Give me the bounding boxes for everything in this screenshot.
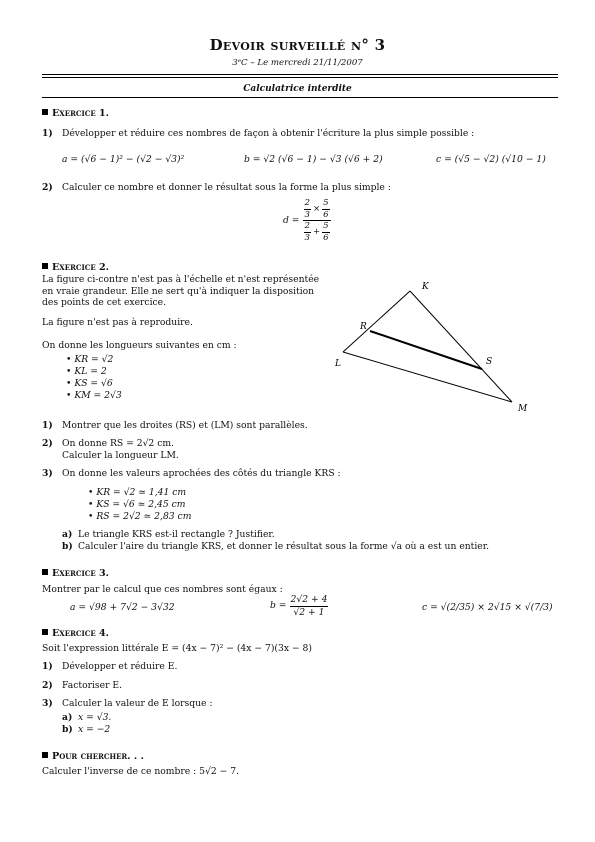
square-bullet-icon: [42, 752, 48, 758]
page-title: Devoir surveillé n° 3: [209, 36, 386, 54]
ex2-length-item: • KR = √2: [66, 354, 114, 365]
ex4-intro: Soit l'expression littérale E = (4x − 7)² − (4x − 7)(3x − 8): [42, 643, 312, 654]
ex2-qa-text: Le triangle KRS est-il rectangle ? Justifier.: [78, 529, 275, 540]
ex2-approx-item: • KR = √2 ≃ 1,41 cm: [88, 487, 187, 498]
ex2-approx-item: • RS = 2√2 ≃ 2,83 cm: [88, 511, 192, 522]
ex2-q3-text: On donne les valeurs aprochées des côtés du triangle KRS :: [62, 468, 341, 479]
triangle-figure: [330, 276, 540, 416]
ex2-q2-text-2: Calculer la longueur LM.: [62, 450, 179, 461]
ex2-length-item: • KM = 2√3: [66, 390, 122, 401]
ex1-expression-d: d = $\frac{2}{3}$ × $\frac{5}{6}$ $\frac{2}{3}$ + $\frac{5}{6}$: [283, 198, 329, 244]
ex4-qa-text: x = √3.: [78, 712, 112, 723]
ex4-qb-label: b): [62, 724, 73, 735]
ex2-q2-text: On donne RS = 2√2 cm.: [62, 438, 174, 449]
ex4-q2-text: Factoriser E.: [62, 680, 123, 691]
ex1-expression-b: b = √2 (√6 − 1) − √3 (√6 + 2): [244, 154, 383, 165]
square-bullet-icon: [42, 629, 48, 635]
ex2-length-item: • KL = 2: [66, 366, 107, 377]
ex1-expression-a: a = (√6 − 1)² − (√2 − √3)²: [62, 154, 185, 165]
point-l-label: L: [335, 359, 341, 369]
ex1-q2-text: Calculer ce nombre et donner le résultat sous la forme la plus simple :: [62, 182, 391, 193]
search-section-heading: Pour chercher. . .: [42, 751, 144, 763]
ex2-qb-label: b): [62, 541, 73, 552]
square-bullet-icon: [42, 569, 48, 575]
point-r-label: R: [360, 322, 367, 332]
ex4-q2-number: 2): [42, 680, 53, 691]
ex4-q3-text: Calculer la valeur de E lorsque :: [62, 698, 213, 709]
ex4-qa-label: a): [62, 712, 73, 723]
exercise-4-heading: Exercice 4.: [42, 628, 109, 640]
point-s-label: S: [486, 357, 493, 367]
page-subtitle: 3ᵉC – Le mercredi 21/11/2007: [232, 58, 363, 68]
exercise-1-heading: Exercice 1.: [42, 108, 109, 120]
ex1-q2-number: 2): [42, 182, 53, 193]
point-m-label: M: [518, 404, 528, 414]
square-bullet-icon: [42, 263, 48, 269]
ex3-expression-b: b = $\frac{2√2 + 4}{√2 + 1}$: [270, 594, 328, 618]
ex3-intro: Montrer par le calcul que ces nombres sont égaux :: [42, 584, 283, 595]
square-bullet-icon: [42, 109, 48, 115]
exercise-2-heading: Exercice 2.: [42, 262, 109, 274]
ex2-intro: La figure ci-contre n'est pas à l'échelle et n'est représentée en vraie grandeur. Elle ne sert qu'à indiquer la disposition des points de cet exercice.: [42, 274, 320, 308]
header-rule-top: [42, 74, 558, 75]
ex3-expression-a: a = √98 + 7√2 − 3√32: [70, 602, 175, 613]
header-rule-bottom: [42, 77, 558, 78]
ex4-q3-number: 3): [42, 698, 53, 709]
exercise-3-heading: Exercice 3.: [42, 568, 109, 580]
search-section-text: Calculer l'inverse de ce nombre : 5√2 − 7.: [42, 766, 240, 777]
ex2-q3-number: 3): [42, 468, 53, 479]
ex2-length-item: • KS = √6: [66, 378, 113, 389]
ex3-expression-c: c = √(2/35) × 2√15 × √(7/3): [422, 602, 553, 613]
ex4-q1-text: Développer et réduire E.: [62, 661, 178, 672]
ex2-qa-label: a): [62, 529, 73, 540]
ex1-q1-text: Développer et réduire ces nombres de façon à obtenir l'écriture la plus simple possible :: [62, 128, 475, 139]
ex2-q2-number: 2): [42, 438, 53, 449]
ex4-qb-text: x = −2: [78, 724, 111, 735]
ex4-q1-number: 1): [42, 661, 53, 672]
calculator-notice: Calculatrice interdite: [243, 84, 352, 94]
ex2-qb-text: Calculer l'aire du triangle KRS, et donner le résultat sous la forme √a où a est un entier.: [78, 541, 490, 552]
ex1-q1-number: 1): [42, 128, 53, 139]
ex2-q1-text: Montrer que les droites (RS) et (LM) sont parallèles.: [62, 420, 308, 431]
ex2-no-reproduction: La figure n'est pas à reproduire.: [42, 317, 193, 328]
ex2-q1-number: 1): [42, 420, 53, 431]
point-k-label: K: [422, 282, 429, 292]
calc-rule: [42, 97, 558, 98]
ex1-expression-c: c = (√5 − √2) (√10 − 1): [436, 154, 546, 165]
ex2-lengths-intro: On donne les longueurs suivantes en cm :: [42, 340, 237, 351]
ex2-approx-item: • KS = √6 ≃ 2,45 cm: [88, 499, 186, 510]
